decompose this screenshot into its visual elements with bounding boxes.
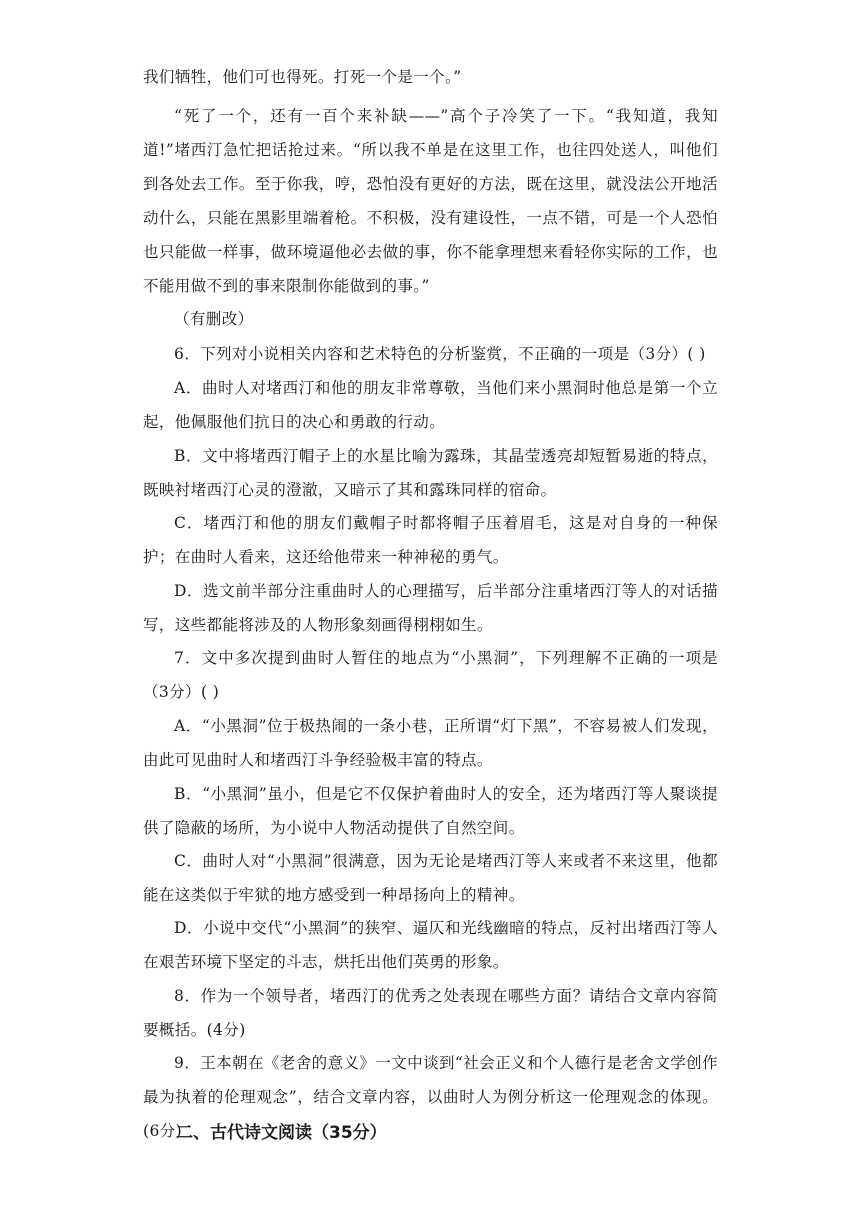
- question-9: 9．王本朝在《老舍的意义》一文中谈到“社会正义和个人德行是老舍文学创作最为执着的伦理观念”，结合文章内容，以曲时人为例分析这一伦理观念的体现。(6分): [143, 1054, 718, 1140]
- section-heading: 二、古代诗文阅读（35分）: [176, 1123, 387, 1143]
- question-7-option-a: A．“小黑洞”位于极热闹的一条小巷，正所谓“灯下黑”，不容易被人们发现，由此可见曲时人和堵西汀斗争经验极丰富的特点。: [143, 717, 718, 769]
- question-6-option-c: C．堵西汀和他的朋友们戴帽子时都将帽子压着眉毛，这是对自身的一种保护；在曲时人看来，这还给他带来一种神秘的勇气。: [143, 514, 718, 566]
- question-7-option-c: C．曲时人对“小黑洞”很满意，因为无论是堵西汀等人来或者不来这里，他都能在这类似于牢狱的地方感受到一种昂扬向上的精神。: [143, 852, 718, 904]
- question-6-option-d: D．选文前半部分注重曲时人的心理描写，后半部分注重堵西汀等人的对话描写，这些都能将涉及的人物形象刻画得栩栩如生。: [143, 582, 718, 634]
- question-6: 6．下列对小说相关内容和艺术特色的分析鉴赏，不正确的一项是（3分）( ): [174, 345, 706, 363]
- question-6-option-a: A．曲时人对堵西汀和他的朋友非常尊敬，当他们来小黑洞时他总是第一个立起，他佩服他们抗日的决心和勇敢的行动。: [143, 379, 718, 431]
- question-7-option-b: B．“小黑洞”虽小，但是它不仅保护着曲时人的安全，还为堵西汀等人聚谈提供了隐蔽的场所，为小说中人物活动提供了自然空间。: [143, 785, 718, 837]
- question-6-option-b: B．文中将堵西汀帽子上的水星比喻为露珠，其晶莹透亮却短暂易逝的特点，既映衬堵西汀心灵的澄澈，又暗示了其和露珠同样的宿命。: [143, 447, 718, 499]
- question-7-option-d: D．小说中交代“小黑洞”的狭窄、逼仄和光线幽暗的特点，反衬出堵西汀等人在艰苦环境下坚定的斗志，烘托出他们英勇的形象。: [143, 919, 718, 971]
- question-8: 8．作为一个领导者，堵西汀的优秀之处表现在哪些方面？请结合文章内容简要概括。(4分): [143, 987, 718, 1039]
- question-7: 7．文中多次提到曲时人暂住的地点为“小黑洞”，下列理解不正确的一项是（3分）( ): [143, 649, 718, 701]
- source-note: （有删改）: [174, 310, 254, 328]
- story-paragraph-end: 我们牺牲，他们可也得死。打死一个是一个。”: [143, 68, 462, 86]
- story-paragraph: “死了一个，还有一百个来补缺——”高个子冷笑了一下。“我知道，我知道!”堵西汀急忙把话抢过来。“所以我不单是在这里工作，也往四处送人，叫他们到各处去工作。至于你我，哼，恐怕没有更好的方法，既在这里，就没法公开地活动什么，只能在黑影里端着枪。不积极，没有建设性，一点不错，可是一个人恐怕也只能做一样事，做环境逼他必去做的事，你不能拿理想来看轻你实际的工作，也不能用做不到的事来限制你能做到的事。”: [143, 107, 718, 295]
